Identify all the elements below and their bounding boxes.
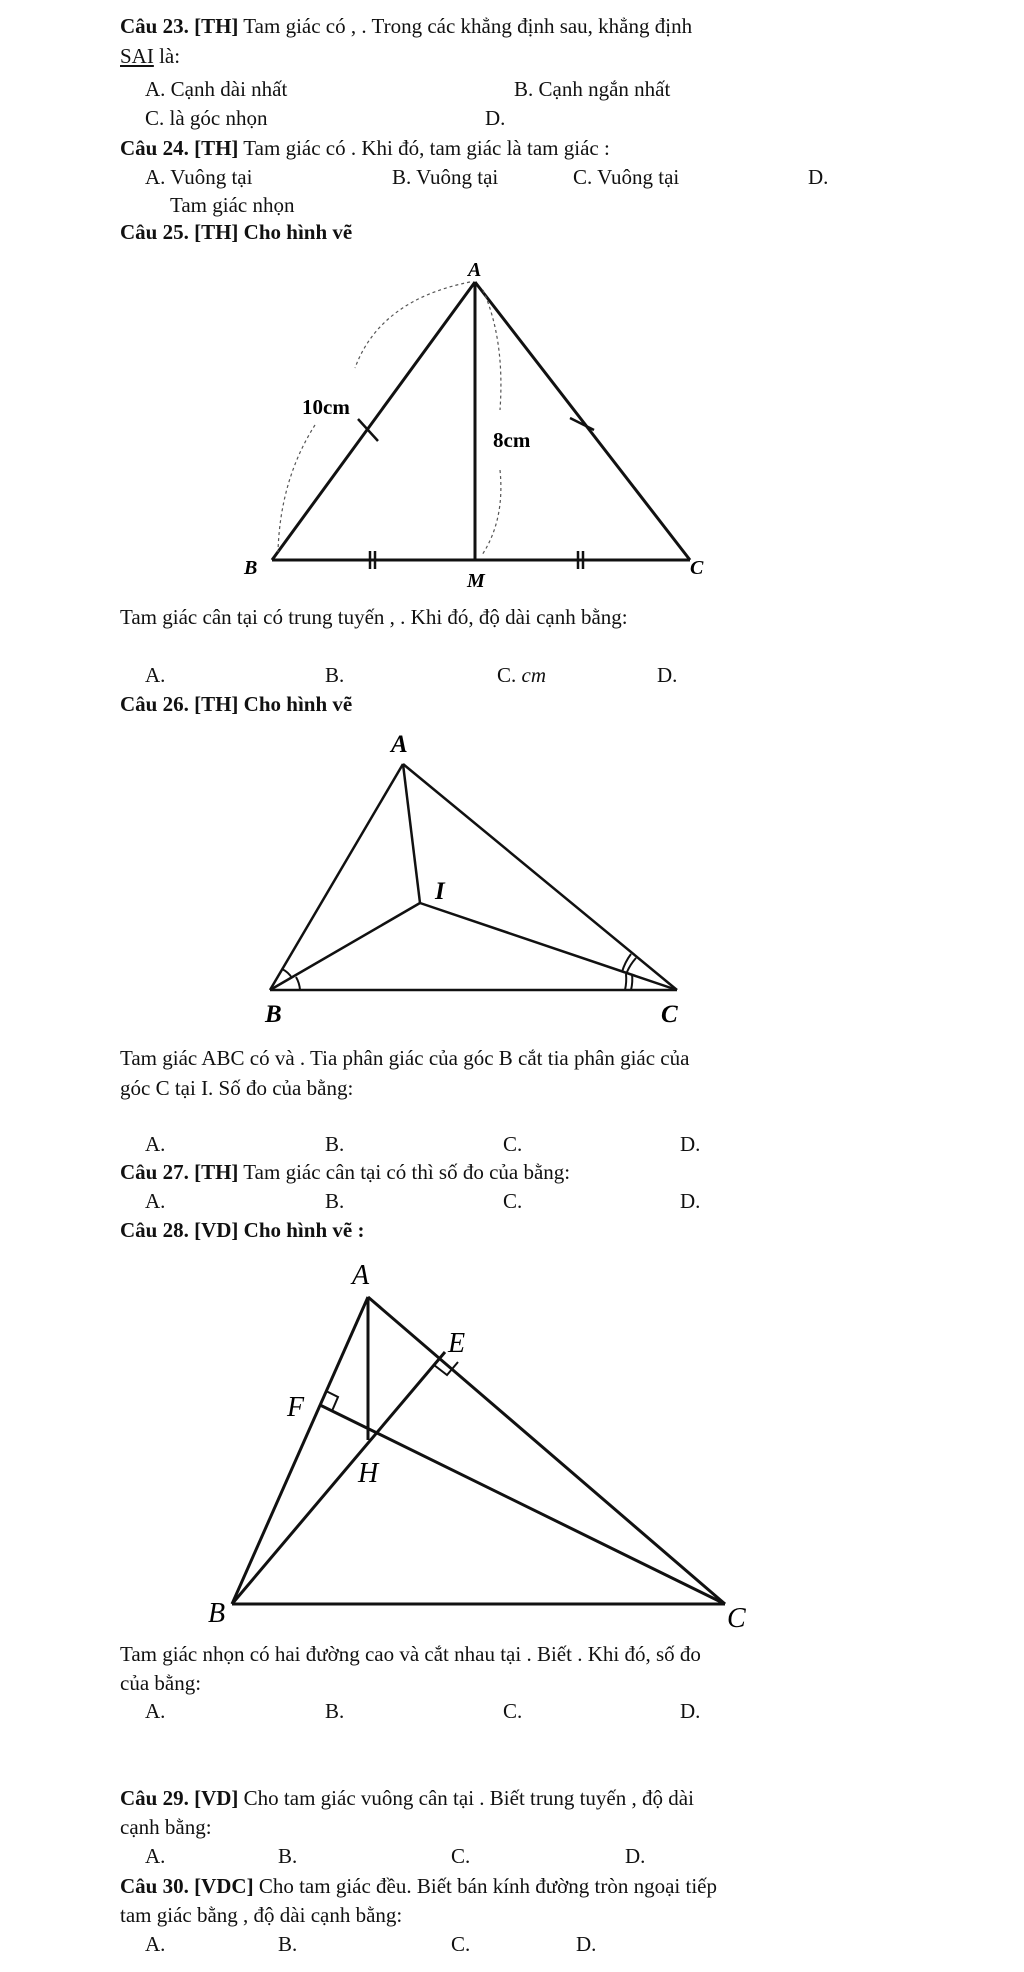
q25-option-c-label: C.: [497, 663, 517, 687]
q29-option-b: B.: [278, 1844, 298, 1868]
q28-altitude-be: [232, 1352, 445, 1604]
q25-length-ab: 10cm: [302, 395, 350, 419]
q26-option-b: B.: [325, 1132, 345, 1156]
q25-label: Câu 25. [TH] Cho hình vẽ: [120, 220, 353, 244]
q27-label: Câu 27. [TH]: [120, 1160, 239, 1184]
q23-stem-rest: là:: [153, 44, 181, 68]
q23-label: Câu 23. [TH]: [120, 14, 239, 38]
q28-side-ac: [368, 1297, 725, 1604]
q23-sai: SAI: [120, 44, 154, 68]
q29-stem-line1: [120, 1786, 694, 1811]
q25-option-c-unit: cm: [521, 663, 547, 687]
q24-label: Câu 24. [TH]: [120, 136, 239, 160]
q29-option-d: D.: [625, 1844, 646, 1868]
q27-option-b: B.: [325, 1189, 345, 1213]
q29-option-c: C.: [451, 1844, 471, 1868]
q28-label-f: F: [287, 1392, 305, 1423]
q25-label-b: B: [244, 557, 258, 579]
q26-stem-line2: góc C tại I. Số đo của bằng:: [120, 1076, 354, 1100]
q30-option-d: D.: [576, 1932, 597, 1956]
q28-label: Câu 28. [VD] Cho hình vẽ :: [120, 1218, 365, 1242]
q25-label-m: M: [467, 570, 485, 592]
q30-stem-line2: tam giác bằng , độ dài cạnh bằng:: [120, 1903, 403, 1927]
q26-option-c: C.: [503, 1132, 523, 1156]
q28-option-d: D.: [680, 1699, 701, 1723]
q29-stem-line2: cạnh bằng:: [120, 1815, 212, 1839]
q25-option-b: B.: [325, 663, 345, 687]
q25-label-a: A: [468, 259, 482, 281]
q24-option-b: B. Vuông tại: [392, 165, 499, 189]
q23-option-a: A. Cạnh dài nhất: [145, 77, 288, 101]
q25-option-d: D.: [657, 663, 678, 687]
q29-stem: Cho tam giác vuông cân tại . Biết trung tuyến , độ dài: [238, 1786, 694, 1810]
q23-option-c: C. là góc nhọn: [145, 106, 268, 130]
q28-altitude-cf: [320, 1405, 725, 1604]
q28-stem-line1: Tam giác nhọn có hai đường cao và cắt nhau tại . Biết . Khi đó, số đo: [120, 1642, 701, 1666]
q29-option-a: A.: [145, 1844, 166, 1868]
q28-option-a: A.: [145, 1699, 166, 1723]
q30-stem-line1: [120, 1874, 717, 1899]
q29-label: Câu 29. [VD]: [120, 1786, 239, 1810]
q25-option-a: A.: [145, 663, 166, 687]
q24-option-d: D.: [808, 165, 829, 189]
q27-stem: Tam giác cân tại có thì số đo của bằng:: [238, 1160, 571, 1184]
q30-label: Câu 30. [VDC]: [120, 1874, 254, 1898]
q23-option-b: B. Cạnh ngắn nhất: [514, 77, 671, 101]
q26-label: Câu 26. [TH] Cho hình vẽ: [120, 692, 353, 716]
q24-option-a: A. Vuông tại: [145, 165, 253, 189]
q28-option-b: B.: [325, 1699, 345, 1723]
q25-length-am: 8cm: [493, 428, 531, 452]
q28-stem-line2: của bằng:: [120, 1671, 202, 1695]
q28-label-c: C: [727, 1603, 746, 1634]
q28-option-c: C.: [503, 1699, 523, 1723]
q23-option-d: D.: [485, 106, 506, 130]
q28-side-ab: [232, 1297, 368, 1604]
q26-label-i: I: [435, 878, 445, 905]
q26-stem-line1: Tam giác ABC có và . Tia phân giác của góc B cắt tia phân giác của: [120, 1046, 690, 1070]
q28-label-e: E: [448, 1328, 466, 1359]
q25-label-c: C: [690, 557, 704, 579]
q28-label-h: H: [358, 1458, 379, 1489]
q27-option-c: C.: [503, 1189, 523, 1213]
q24-option-c: C. Vuông tại: [573, 165, 680, 189]
q27-option-a: A.: [145, 1189, 166, 1213]
q30-option-c: C.: [451, 1932, 471, 1956]
q26-label-b: B: [265, 1001, 282, 1028]
q26-option-d: D.: [680, 1132, 701, 1156]
q27-option-d: D.: [680, 1189, 701, 1213]
q30-option-b: B.: [278, 1932, 298, 1956]
q23-stem: Tam giác có , . Trong các khẳng định sau, khẳng định: [238, 14, 693, 38]
q24-stem: Tam giác có . Khi đó, tam giác là tam giác :: [238, 136, 610, 160]
q30-stem: Cho tam giác đều. Biết bán kính đường tròn ngoại tiếp: [253, 1874, 717, 1898]
q30-option-a: A.: [145, 1932, 166, 1956]
q26-label-a: A: [391, 731, 408, 758]
q24-option-d-continued: Tam giác nhọn: [170, 193, 295, 217]
q28-label-a: A: [352, 1260, 370, 1291]
q26-option-a: A.: [145, 1132, 166, 1156]
q28-label-b: B: [208, 1598, 226, 1629]
q26-label-c: C: [661, 1001, 678, 1028]
q25-stem: Tam giác cân tại có trung tuyến , . Khi đó, độ dài cạnh bằng:: [120, 605, 628, 629]
